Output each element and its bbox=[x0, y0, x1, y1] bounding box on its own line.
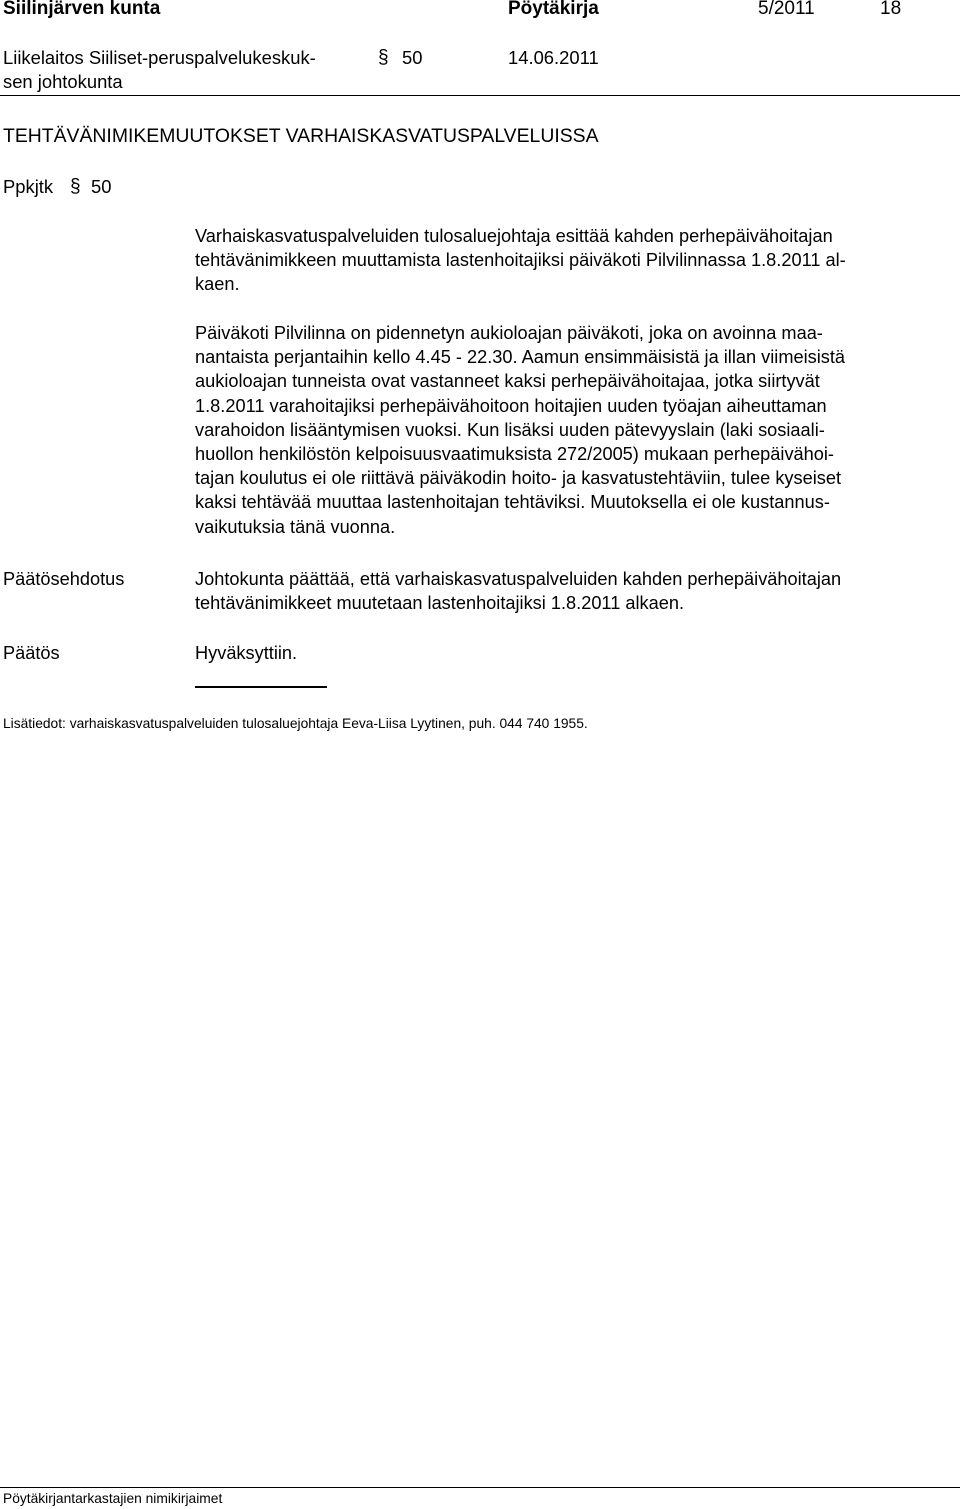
meeting-date: 14.06.2011 bbox=[508, 47, 599, 68]
reference-number: 50 bbox=[91, 176, 112, 197]
proposal-label: Päätösehdotus bbox=[3, 569, 125, 589]
organization-line-2: sen johtokunta bbox=[3, 71, 123, 92]
reference-symbol: § bbox=[70, 176, 81, 197]
municipality-name: Siilinjärven kunta bbox=[3, 0, 161, 19]
additional-info: Lisätiedot: varhaiskasvatuspalveluiden tulosaluejohtaja Eeva-Liisa Lyytinen, puh. 044 740 1955. bbox=[3, 716, 588, 731]
paragraph-line: kaksi tehtävää muuttaa lastenhoitajan tehtäviksi. Muutoksella ei ole kustannus- bbox=[195, 492, 830, 513]
decision-line: Hyväksyttiin. bbox=[195, 643, 298, 663]
proposal-line: Johtokunta päättää, että varhaiskasvatuspalveluiden kahden perhepäivähoitajan bbox=[195, 569, 842, 589]
paragraph-line: aukioloajan tunneista ovat vastanneet kaksi perhepäivähoitajaa, jotka siirtyvät bbox=[195, 371, 820, 392]
organization-line-1: Liikelaitos Siiliset-peruspalvelukeskuk- bbox=[3, 47, 316, 68]
page-number: 18 bbox=[880, 0, 902, 19]
page-title: TEHTÄVÄNIMIKEMUUTOKSET VARHAISKASVATUSPALVELUISSA bbox=[3, 125, 599, 147]
footer-text: Pöytäkirjantarkastajien nimikirjaimet bbox=[3, 1491, 223, 1506]
paragraph-line: kaen. bbox=[195, 274, 240, 295]
header-divider bbox=[0, 95, 960, 96]
organization-name bbox=[3, 46, 316, 94]
paragraph-background bbox=[195, 321, 955, 539]
section-symbol: § bbox=[378, 47, 389, 68]
decision-label: Päätös bbox=[3, 643, 60, 663]
proposal-text bbox=[195, 567, 955, 615]
paragraph-line: huollon henkilöstön kelpoisuusvaatimuksista 272/2005) mukaan perhepäivähoi- bbox=[195, 444, 834, 465]
paragraph-line: Päiväkoti Pilvilinna on pidennetyn aukioloajan päiväkoti, joka on avoinna maa- bbox=[195, 323, 823, 343]
paragraph-line: nantaista perjantaihin kello 4.45 - 22.30. Aamun ensimmäisistä ja illan viimeisistä bbox=[195, 347, 846, 368]
proposal-line: tehtävänimikkeet muutetaan lastenhoitajiksi 1.8.2011 alkaen. bbox=[195, 593, 685, 614]
decision-underline bbox=[195, 686, 327, 688]
paragraph-line: tehtävänimikkeen muuttamista lastenhoitajiksi päiväkoti Pilvilinnassa 1.8.2011 al- bbox=[195, 250, 846, 271]
section-number: 50 bbox=[402, 47, 423, 68]
document-type: Pöytäkirja bbox=[508, 0, 599, 19]
paragraph-line: Varhaiskasvatuspalveluiden tulosaluejohtaja esittää kahden perhepäivähoitajan bbox=[195, 226, 833, 246]
footer-divider bbox=[0, 1487, 960, 1488]
paragraph-line: 1.8.2011 varahoitajiksi perhepäivähoitoon hoitajien uuden työajan aiheuttaman bbox=[195, 395, 827, 416]
paragraph-line: vaikutuksia tänä vuonna. bbox=[195, 516, 396, 537]
paragraph-intro bbox=[195, 224, 955, 297]
document-number: 5/2011 bbox=[758, 0, 815, 19]
decision-text bbox=[195, 641, 955, 665]
paragraph-line: varahoidon lisääntymisen vuoksi. Kun lisäksi uuden pätevyyslain (laki sosiaali- bbox=[195, 419, 825, 440]
paragraph-line: tajan koulutus ei ole riittävä päiväkodin hoito- ja kasvatustehtäviin, tulee kyseiset bbox=[195, 468, 842, 489]
reference-label: Ppkjtk bbox=[3, 176, 54, 197]
